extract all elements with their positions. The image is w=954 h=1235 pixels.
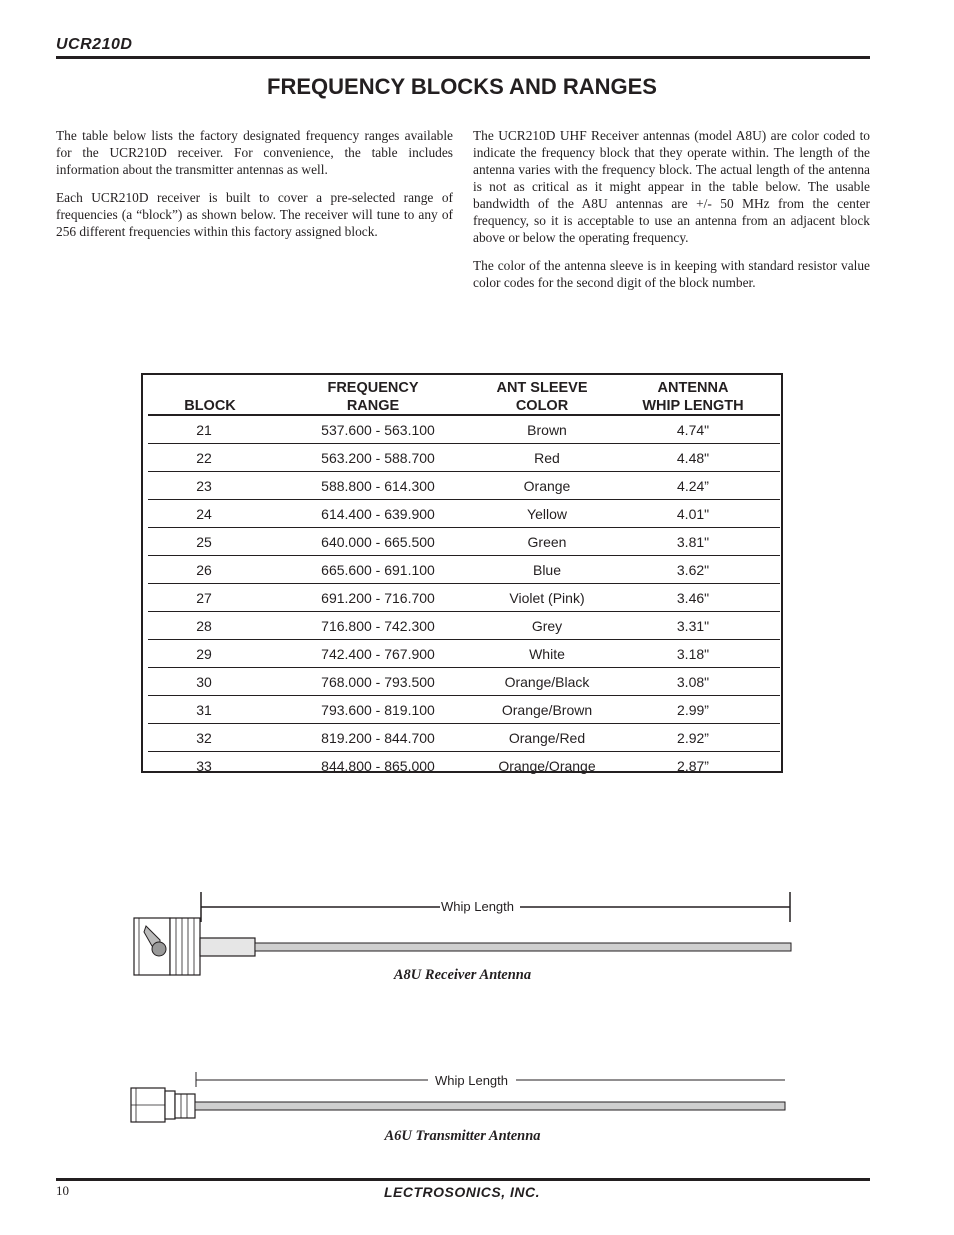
- cell-block: 23: [196, 478, 212, 494]
- cell-whip-length: 4.24”: [677, 478, 709, 494]
- cell-block: 28: [196, 618, 212, 634]
- cell-whip-length: 2.87”: [677, 758, 709, 774]
- table-row: [148, 556, 780, 584]
- cell-block: 24: [196, 506, 212, 522]
- cell-whip-length: 3.08": [676, 674, 710, 690]
- left-column: [56, 127, 453, 251]
- header-sleeve: [462, 379, 622, 415]
- a8u-caption: A8U Receiver Antenna: [393, 967, 532, 983]
- cell-whip-length: 4.74": [676, 422, 710, 438]
- table-row: [148, 696, 780, 724]
- cell-whip-length: 3.62": [676, 562, 710, 578]
- cell-frequency: 614.400 - 639.900: [321, 506, 435, 522]
- footer-rule: [56, 1178, 870, 1181]
- a8u-whip-label: Whip Length: [441, 899, 514, 914]
- header-model: UCR210D: [56, 36, 133, 53]
- cell-block: 27: [196, 590, 212, 606]
- cell-sleeve-color: Orange/Orange: [498, 758, 596, 774]
- header-block: [160, 397, 260, 415]
- cell-block: 25: [196, 534, 212, 550]
- cell-frequency: 742.400 - 767.900: [321, 646, 435, 662]
- page-number: 10: [56, 1183, 69, 1198]
- table-row: [148, 752, 780, 780]
- cell-whip-length: 2.99”: [677, 702, 709, 718]
- cell-sleeve-color: Yellow: [527, 506, 567, 522]
- cell-frequency: 793.600 - 819.100: [321, 702, 435, 718]
- header-whip-line1: ANTENNA: [657, 380, 729, 396]
- table-row: [148, 584, 780, 612]
- cell-whip-length: 2.92”: [677, 730, 709, 746]
- cell-frequency: 768.000 - 793.500: [321, 674, 435, 690]
- footer-brand: LECTROSONICS, INC.: [383, 1184, 540, 1200]
- cell-sleeve-color: Orange: [523, 478, 571, 494]
- cell-sleeve-color: White: [529, 646, 565, 662]
- cell-block: 21: [196, 422, 212, 438]
- table-row: [148, 416, 780, 444]
- cell-block: 31: [196, 702, 212, 718]
- cell-whip-length: 3.46": [676, 590, 710, 606]
- cell-block: 29: [196, 646, 212, 662]
- table-row: [148, 668, 780, 696]
- cell-frequency: 665.600 - 691.100: [321, 562, 435, 578]
- cell-whip-length: 3.81": [676, 534, 710, 550]
- page-title: FREQUENCY BLOCKS AND RANGES: [267, 74, 657, 99]
- table-row: [148, 528, 780, 556]
- right-paragraph-1: The UCR210D UHF Receiver antennas (model A8U) are color coded to indicate the frequency block that they operate within. The length of the antenna varies with the frequency block. The actual length of the antenna is not as critical as it might appear in the table below. The usable bandwidth of the A8U antennas are +/- 50 MHz from the center frequency, so it is acceptable to use an antenna from an adjacent block above or below the operating frequency.: [473, 128, 870, 245]
- table-row: [148, 724, 780, 752]
- cell-sleeve-color: Orange/Red: [508, 730, 586, 746]
- cell-sleeve-color: Grey: [531, 618, 563, 634]
- table-row: [148, 612, 780, 640]
- header-frequency-line2: RANGE: [346, 398, 400, 414]
- cell-block: 32: [196, 730, 212, 746]
- cell-sleeve-color: Orange/Brown: [501, 702, 593, 718]
- cell-frequency: 844.800 - 865.000: [321, 758, 435, 774]
- cell-block: 30: [196, 674, 212, 690]
- header-block-label: BLOCK: [184, 398, 236, 414]
- cell-sleeve-color: Blue: [532, 562, 562, 578]
- cell-sleeve-color: Brown: [527, 422, 567, 438]
- header-rule: [56, 56, 870, 59]
- cell-frequency: 640.000 - 665.500: [321, 534, 435, 550]
- cell-whip-length: 4.01": [676, 506, 710, 522]
- cell-block: 26: [196, 562, 212, 578]
- table-row: [148, 640, 780, 668]
- left-paragraph-1: The table below lists the factory designated frequency ranges available for the UCR210D receiver. For convenience, the table includes information about the transmitter antennas as well.: [56, 128, 453, 177]
- table-row: [148, 444, 780, 472]
- right-column: [473, 127, 870, 302]
- cell-sleeve-color: Green: [527, 534, 567, 550]
- cell-whip-length: 4.48": [676, 450, 710, 466]
- cell-sleeve-color: Violet (Pink): [509, 590, 585, 606]
- cell-block: 22: [196, 450, 212, 466]
- cell-block: 33: [196, 758, 212, 774]
- left-paragraph-2: Each UCR210D receiver is built to cover a pre-selected range of frequencies (a “block”) as shown below. The receiver will tune to any of 256 different frequencies within this factory assigned block.: [56, 190, 453, 239]
- table-row: [148, 472, 780, 500]
- a6u-whip-label: Whip Length: [435, 1073, 508, 1088]
- cell-sleeve-color: Orange/Black: [504, 674, 590, 690]
- cell-sleeve-color: Red: [534, 450, 560, 466]
- right-paragraph-2: The color of the antenna sleeve is in keeping with standard resistor value color codes for the second digit of the block number.: [473, 258, 870, 290]
- header-sleeve-line1: ANT SLEEVE: [496, 380, 588, 396]
- table-row: [148, 500, 780, 528]
- a6u-caption: A6U Transmitter Antenna: [384, 1128, 541, 1144]
- cell-frequency: 691.200 - 716.700: [321, 590, 435, 606]
- header-whip: [613, 379, 773, 415]
- cell-frequency: 819.200 - 844.700: [321, 730, 435, 746]
- header-frequency: [293, 379, 453, 415]
- header-sleeve-line2: COLOR: [515, 398, 569, 414]
- header-whip-line2: WHIP LENGTH: [642, 398, 744, 414]
- cell-whip-length: 3.31": [676, 618, 710, 634]
- cell-frequency: 588.800 - 614.300: [321, 478, 435, 494]
- header-frequency-line1: FREQUENCY: [327, 380, 419, 396]
- cell-whip-length: 3.18": [676, 646, 710, 662]
- cell-frequency: 716.800 - 742.300: [321, 618, 435, 634]
- cell-frequency: 563.200 - 588.700: [321, 450, 435, 466]
- cell-frequency: 537.600 - 563.100: [321, 422, 435, 438]
